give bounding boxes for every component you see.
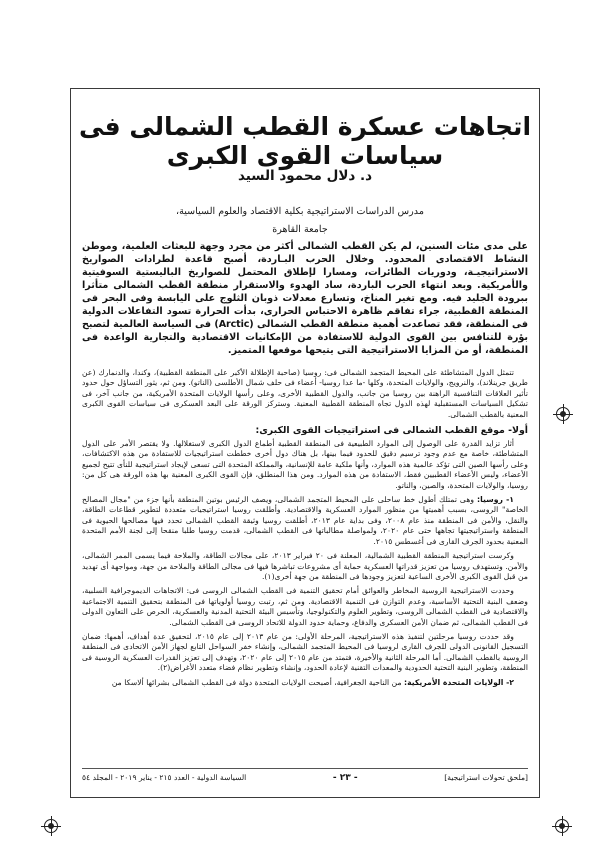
body-paragraph: وحددت الاستراتيجية الروسية المخاطر والعوائق أمام تحقيق التنمية فى القطب الشمالى الروسى فى: الاتجاهات الديموجرافية السلبية، وضعف البنية التحتية الأساسية، وعدم التوازن فى التنمية الاقتصادية. ومن ثم، رتبت روسيا أولوياتها فى المنطقة بتحقيق التنمية الاجتماعية والاقتصادية فى القطب الشمالى الروسى، وتطوير العلوم والتكنولوجيا، وتأسيس البيئة التحتية المدنية والعسكرية، الحرص على التعاون الدولى فى القطب الشمالى، ثم ضمان الأمن العسكرى والدفاع، وحماية حدود الدولة للاتحاد الروسى فى القطب الشمالى. [82, 586, 528, 627]
body-paragraph: تتمثل الدول المتشاطئة على المحيط المتجمد الشمالى فى: روسيا (صاحبة الإطلالة الأكبر على المنطقة القطبية)، وكندا، والدنمارك (عن طريق جرينلاند)، والنرويج، والولايات المتحدة، وكلها -ما عدا روسيا- أعضاء فى حلف شمال الأطلسى (الناتو). ومن ثم، يثور التساؤل حول حدود تأثير العلاقات التنافسية الراهنة بين روسيا من جانب، والدول القطبية الأخرى، وعلى رأسها الولايات المتحدة الأمريكية، من جانب آخر، فى تشكيل السياسات المستقبلية لهذه الدول تجاه المنطقة القطبية المعنية. وستركز الورقة على البعد العسكرى فى سياسات القوى الكبرى المعنية بالقطب الشمالى. [82, 368, 528, 419]
page-footer [82, 773, 528, 783]
article-body [82, 368, 528, 692]
footer-journal-issue: السياسة الدولية - العدد ٢١٥ - يناير ٢٠١٩ - المجلد ٥٤ [82, 773, 247, 782]
subsection-text-russia: وهى تمتلك أطول خط ساحلى على المحيط المتجمد الشمالى، ويصف الرئيس بوتين المنطقة بأنها جزء من "مجال المصالح الخاصة" الروسى، بسبب أهميتها من منظور الموارد العسكرية والاقتصادية. وأطلقت روسيا استراتيجيات متعددة لتطوير قطاعات الطاقة، والنقل، والأمن فى المنطقة منذ عام ٢٠٠٨، وفى بداية عام ٢٠١٣، أطلقت روسيا وثيقة القطب الشمالى تحدد فيها مصالحها الحيوية فى المنطقة واستراتيجيتها تجاهها حتى عام ٢٠٢٠، ولمواصلة مطالباتها فى القطب الشمالى، قدمت روسيا طلبا منقحا إلى لجنة الأمم المتحدة المعنية بحدود الجرف القارى فى أغسطس ٢٠١٥. [82, 495, 529, 546]
page-number: - ٢٣ - [332, 773, 358, 783]
subsection-text-usa: من الناحية الجغرافية، أصبحت الولايات المتحدة دولة فى القطب الشمالى بشرائها ألاسكا من [111, 677, 405, 687]
footer-supplement-label: [ملحق تحولات استراتيجية] [444, 773, 528, 782]
lead-paragraph: على مدى مئات السنين، لم يكن القطب الشمالى أكثر من مجرد وجهة للبعثات العلمية، وموطن النشاط الاقتصادى المحدود. وخلال الحرب البـاردة، أصبح قاعدة لطرادات الصواريخ الاستراتيجيـة، ودوريات الطائرات، ومسارا لإطلاق المحتمل للصواريخ الباليستية السوفيتية والأمريكية. وبعد انتهاء الحرب الباردة، ساد الهدوء والاستقرار منطقة القطب الشمالى متأثرا ببرودة الجليد فيه. ومع تغير المناخ، وتسارع معدلات ذوبان الثلوج على اليابسة وفى البحر فى المنطقة القطبية، جراء تفاقم ظاهرة الاحتباس الحرارى، بدأت الحرارة تسود التفاعلات الدولية فى المنطقة، فقد تصاعدت أهمية منطقة القطب الشمالى (Arctic) فى السياسة العالمية لتصبح بؤرة للتنافس بين القوى الدولية للاستفادة من الإمكانيات الاقتصادية والتجارية الواعدة فى المنطقة، أو من المزايا الاستراتيجية التى يتيحها موقعها المتميز. [82, 241, 529, 356]
body-paragraph: وكرست استراتيجية المنطقة القطبية الشمالية، المعلنة فى ٢٠ فبراير ٢٠١٣، على مجالات الطاقة، والملاحة فيما يسمى الممر الشمالى، والأمن. وتستهدف روسيا من تعزيز قدراتها العسكرية حماية أى مشروعات تباشرها فيها فى مجالى الطاقة والملاحة من جهة، ومواجهة أى تهديد من قبل القوى الكبرى الأخرى الساعية لتعزيز وجودها فى المنطقة من جهة أخرى(١). [82, 551, 528, 581]
body-paragraph-russia [82, 495, 528, 547]
subsection-label-russia: ١- روسيا: [477, 495, 514, 505]
affiliation-line-1: مدرس الدراسات الاستراتيجية بكلية الاقتصاد والعلوم السياسية، [176, 206, 424, 217]
body-paragraph-usa [82, 678, 528, 688]
article-title: اتجاهات عسكرة القطب الشمالى فى سياسات القوى الكبرى [78, 112, 532, 170]
affiliation-line-2: جامعة القاهرة [272, 224, 328, 235]
footer-rule [82, 768, 528, 769]
registration-mark-bottom-right-icon [555, 819, 569, 833]
body-paragraph: أثار تزايد القدرة على الوصول إلى الموارد الطبيعية فى المنطقة القطبية أطماع الدول الكبرى لاستغلالها. ولا يقتصر الأمر على الدول المتشاطئة، خاصة مع عدم وجود ترسيم دقيق للحدود فيما بينها، بل هناك دول أخرى خططت استراتيجيات للاستفادة من هذه الاكتشافات، وعلى رأسها الصين التى تؤكد عالمية هذه الموارد، وأنها ملكية عامة للإنسانية، والمملكة المتحدة التى تسعى لإيجاد استراتيجية للنأى تتيح لجميع الأعضاء، وليس الأعضاء القطبيين فقط، الاستفادة من هذه الموارد. ومن هذا المنطلق، فإن القوى الكبرى المعنية بها هذه الورقة هى كل من: روسيا، والولايات المتحدة، والصين، والناتو. [82, 439, 528, 490]
registration-mark-bottom-left-icon [44, 819, 58, 833]
author-affiliation [170, 203, 430, 239]
article-author: د. دلال محمود السيد [237, 168, 373, 184]
subsection-label-usa: ٢- الولايات المتحدة الأمريكية: [404, 677, 514, 687]
registration-mark-right-icon [556, 407, 570, 421]
body-paragraph: وقد حددت روسيا مرحلتين لتنفيذ هذه الاستراتيجية، المرحلة الأولى: من عام ٢٠١٣ إلى عام ٢٠١٥، لتحقيق عدة أهداف، أهمها: ضمان التسجيل القانونى الدولى للجرف القارى لروسيا فى المحيط المتجمد الشمالى، وإنشاء خفر السواحل التابع لجهاز الأمن الاتحادى فى المنطقة الروسية بالقطب الشمالى. أما المرحلة الثانية والأخيرة، فتمتد من عام ٢٠١٥ إلى عام ٢٠٢٠، وتهدف إلى تعزيز القدرات العسكرية الروسية فى المنطقة، وتطوير البنية التحتية الحدودية والمعدات التقنية لإعادة الحدود، وإنشاء وتطوير نظام فضاء متعدد الأغراض(٢). [82, 631, 529, 673]
section-heading: أولا- موقع القطب الشمالى فى استراتيجيات القوى الكبرى: [255, 425, 528, 437]
